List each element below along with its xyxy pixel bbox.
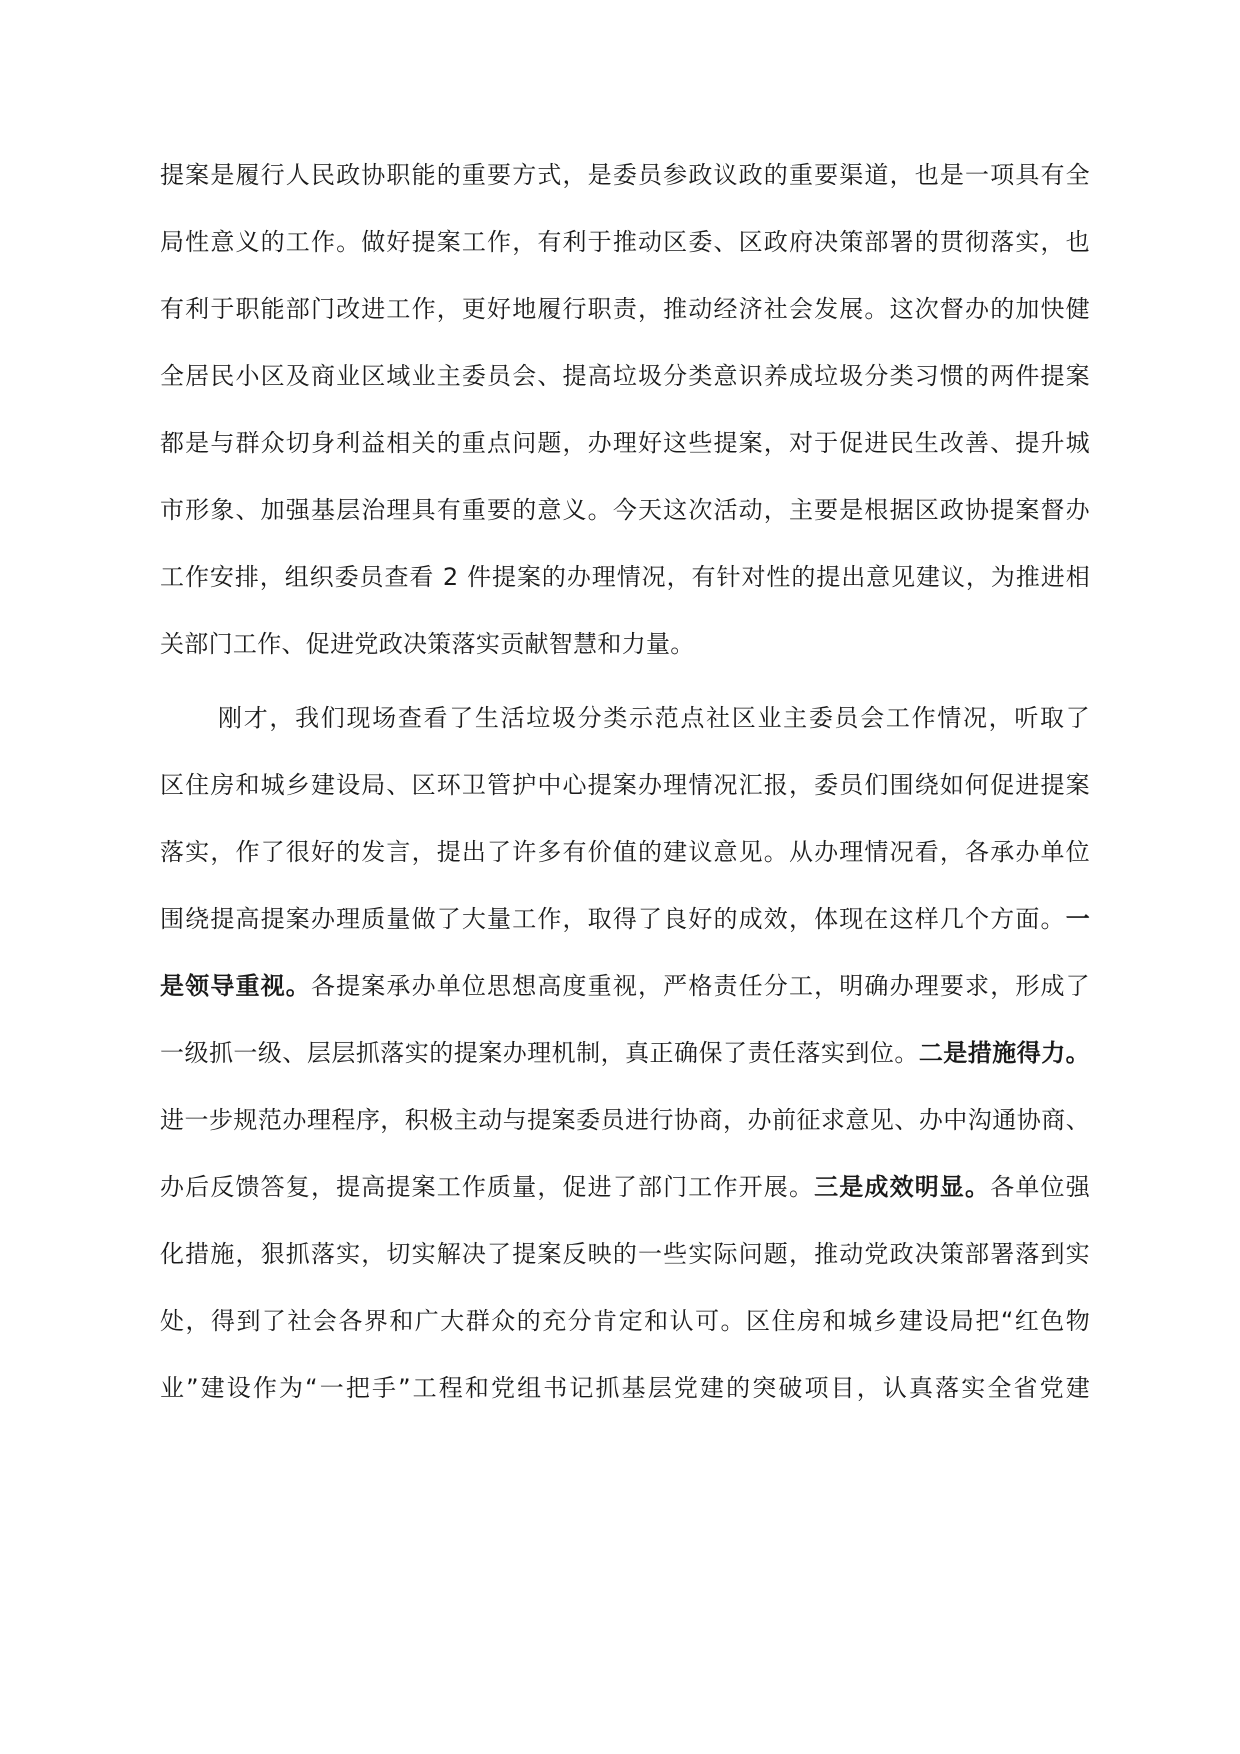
paragraph-2-line-4 <box>160 902 1090 936</box>
paragraph-2-line-5 <box>160 969 1090 1003</box>
paragraph-1-line-5: 都是与群众切身利益相关的重点问题，办理好这些提案，对于促进民生改善、提升城 <box>160 429 1090 457</box>
paragraph-2-line-2: 区住房和城乡建设局、区环卫管护中心提案办理情况汇报，委员们围绕如何促进提案 <box>160 771 1090 799</box>
paragraph-2-line-8 <box>160 1170 1090 1204</box>
paragraph-1-line-1: 提案是履行人民政协职能的重要方式，是委员参政议政的重要渠道，也是一项具有全 <box>160 161 1090 189</box>
paragraph-2-line-7: 进一步规范办理程序，积极主动与提案委员进行协商，办前征求意见、办中沟通协商、 <box>160 1106 1090 1134</box>
point-1-heading-end: 是领导重视。 <box>160 972 311 1000</box>
point-2-heading: 二是措施得力。 <box>918 1039 1090 1067</box>
paragraph-2-line-11: 业”建设作为“一把手”工程和党组书记抓基层党建的突破项目，认真落实全省党建 <box>160 1374 1090 1402</box>
paragraph-2-line-1: 刚才，我们现场查看了生活垃圾分类示范点社区业主委员会工作情况，听取了 <box>218 704 1090 732</box>
paragraph-2-line-6 <box>160 1036 1090 1070</box>
paragraph-1-line-2: 局性意义的工作。做好提案工作，有利于推动区委、区政府决策部署的贯彻落实，也 <box>160 228 1090 256</box>
paragraph-2-line-5-text: 各提案承办单位思想高度重视，严格责任分工，明确办理要求，形成了 <box>310 972 1090 1000</box>
paragraph-2-line-6-text: 一级抓一级、层层抓落实的提案办理机制，真正确保了责任落实到位。 <box>160 1039 919 1067</box>
paragraph-1-line-4: 全居民小区及商业区域业主委员会、提高垃圾分类意识养成垃圾分类习惯的两件提案 <box>160 362 1090 390</box>
paragraph-2-line-8-text: 办后反馈答复，提高提案工作质量，促进了部门工作开展。 <box>160 1173 815 1201</box>
paragraph-2-line-3: 落实，作了很好的发言，提出了许多有价值的建议意见。从办理情况看，各承办单位 <box>160 838 1090 866</box>
paragraph-1-line-7: 工作安排，组织委员查看 2 件提案的办理情况，有针对性的提出意见建议，为推进相 <box>160 563 1090 591</box>
paragraph-2-line-4-text: 围绕提高提案办理质量做了大量工作，取得了良好的成效，体现在这样几个方面。 <box>160 905 1066 933</box>
paragraph-2-line-9: 化措施，狠抓落实，切实解决了提案反映的一些实际问题，推动党政决策部署落到实 <box>160 1240 1090 1268</box>
paragraph-2-line-8-tail: 各单位强 <box>990 1173 1090 1201</box>
paragraph-1-line-8: 关部门工作、促进党政决策落实贡献智慧和力量。 <box>160 630 695 658</box>
paragraph-1-line-3: 有利于职能部门改进工作，更好地履行职责，推动经济社会发展。这次督办的加快健 <box>160 295 1090 323</box>
paragraph-2-line-10: 处，得到了社会各界和广大群众的充分肯定和认可。区住房和城乡建设局把“红色物 <box>160 1307 1090 1335</box>
point-3-heading: 三是成效明显。 <box>814 1173 991 1201</box>
paragraph-1-line-6: 市形象、加强基层治理具有重要的意义。今天这次活动，主要是根据区政协提案督办 <box>160 496 1090 524</box>
point-1-heading-start: 一 <box>1065 905 1090 933</box>
